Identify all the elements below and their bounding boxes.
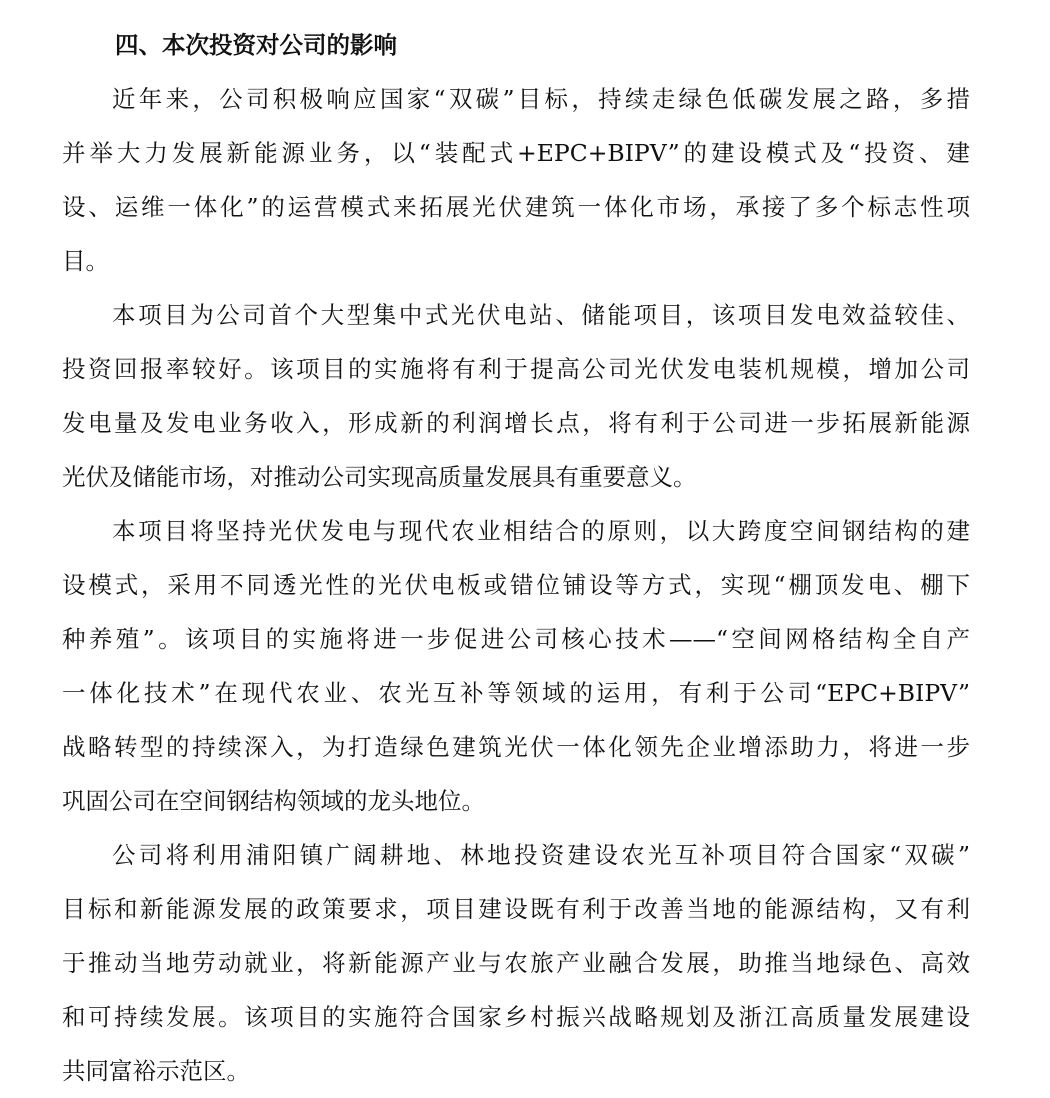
paragraph-line: 目标和新能源发展的政策要求，项目建设既有利于改善当地的能源结构，又有利 [62,895,970,923]
paragraph-line: 本项目将坚持光伏发电与现代农业相结合的原则，以大跨度空间钢结构的建 [112,517,970,545]
paragraph-line: 设模式，采用不同透光性的光伏电板或错位铺设等方式，实现“棚顶发电、棚下 [62,571,970,599]
paragraph [62,288,970,504]
paragraph-line: 巩固公司在空间钢结构领域的龙头地位。 [62,787,485,815]
paragraph-line: 和可持续发展。该项目的实施符合国家乡村振兴战略规划及浙江高质量发展建设 [62,1003,970,1031]
paragraph-line: 战略转型的持续深入，为打造绿色建筑光伏一体化领先企业增添助力，将进一步 [62,733,970,761]
paragraph-line: 共同富裕示范区。 [62,1057,250,1085]
paragraph [62,72,970,288]
paragraph-line: 光伏及储能市场，对推动公司实现高质量发展具有重要意义。 [62,463,697,491]
paragraph-line: 本项目为公司首个大型集中式光伏电站、储能项目，该项目发电效益较佳、 [112,301,970,329]
paragraph-line: 设、运维一体化”的运营模式来拓展光伏建筑一体化市场，承接了多个标志性项 [62,193,970,221]
paragraph-line: 近年来，公司积极响应国家“双碳”目标，持续走绿色低碳发展之路，多措 [112,85,970,113]
document-body [62,18,970,1098]
paragraph-line: 投资回报率较好。该项目的实施将有利于提高公司光伏发电装机规模，增加公司 [62,355,970,383]
paragraph [62,504,970,828]
paragraph-line: 并举大力发展新能源业务，以“装配式+EPC+BIPV”的建设模式及“投资、建 [62,139,970,167]
paragraph-line: 于推动当地劳动就业，将新能源产业与农旅产业融合发展，助推当地绿色、高效 [62,949,970,977]
paragraph-line: 种养殖”。该项目的实施将进一步促进公司核心技术——“空间网格结构全自产 [62,625,970,653]
section-heading: 四、本次投资对公司的影响 [115,31,397,59]
paragraph-line: 发电量及发电业务收入，形成新的利润增长点，将有利于公司进一步拓展新能源 [62,409,970,437]
paragraph [62,828,970,1098]
paragraph-line: 公司将利用浦阳镇广阔耕地、林地投资建设农光互补项目符合国家“双碳” [112,841,970,869]
paragraph-line: 目。 [62,247,109,275]
paragraph-line: 一体化技术”在现代农业、农光互补等领域的运用，有利于公司“EPC+BIPV” [62,679,970,707]
